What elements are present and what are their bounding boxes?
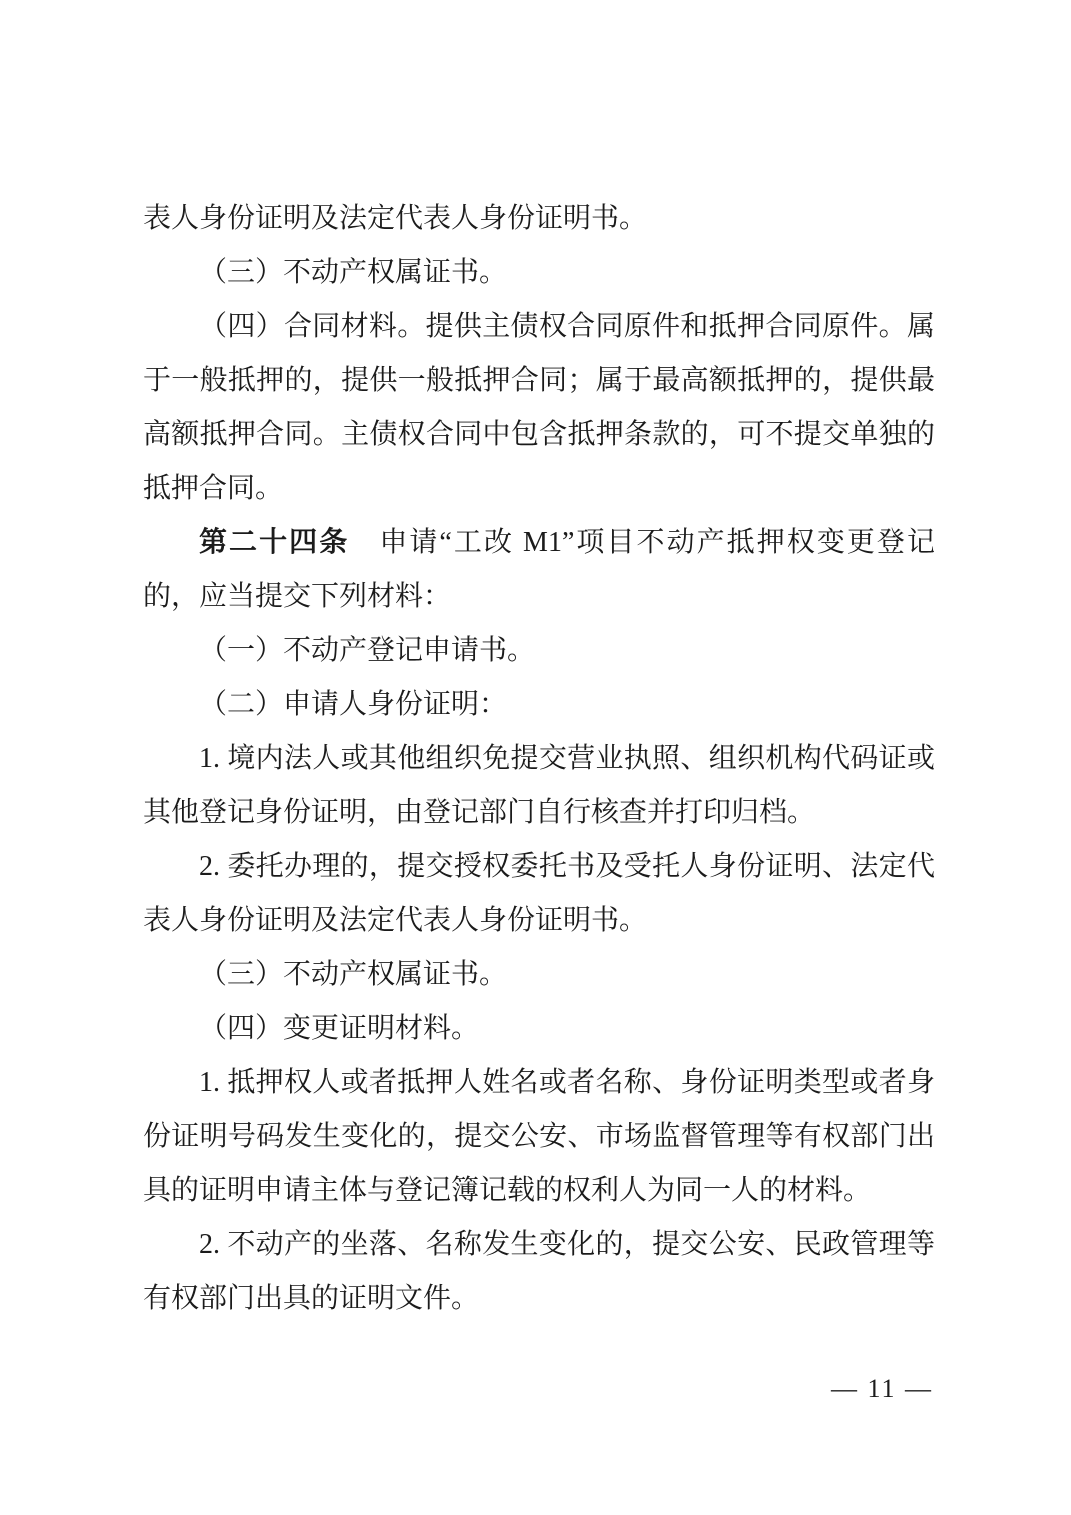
paragraph-continuation: 表人身份证明及法定代表人身份证明书。 <box>143 203 648 234</box>
paragraph-item-two: （二）申请人身份证明： <box>199 689 508 720</box>
paragraph-item-four-contract: （四）合同材料。提供主债权合同原件和抵押合同原件。属于一般抵押的，提供一般抵押合同；属于最高额抵押的，提供最高额抵押合同。主债权合同中包含抵押条款的，可不提交单独的抵押合同。 <box>143 311 935 504</box>
article-24-text: 申请“工改 M1”项目不动产抵押权变更登记的，应当提交下列材料： <box>143 527 935 612</box>
article-24-number: 第二十四条 <box>199 527 350 558</box>
paragraph-item-one: （一）不动产登记申请书。 <box>199 635 536 666</box>
paragraph-article-24 <box>143 516 935 624</box>
paragraph-item-three-second: （三）不动产权属证书。 <box>199 959 508 990</box>
paragraph-subitem-2-delegate: 2. 委托办理的，提交授权委托书及受托人身份证明、法定代表人身份证明及法定代表人身份证明书。 <box>143 851 935 936</box>
paragraph-subitem-1-identity: 1. 境内法人或其他组织免提交营业执照、组织机构代码证或其他登记身份证明，由登记部门自行核查并打印归档。 <box>143 743 935 828</box>
paragraph-item-three-first: （三）不动产权属证书。 <box>199 257 508 288</box>
document-body <box>143 192 935 1326</box>
paragraph-subitem-2-location: 2. 不动产的坐落、名称发生变化的，提交公安、民政管理等有权部门出具的证明文件。 <box>143 1229 935 1314</box>
paragraph-item-four-change: （四）变更证明材料。 <box>199 1013 480 1044</box>
page-number: — 11 — <box>830 1374 933 1403</box>
paragraph-subitem-1-namechange: 1. 抵押权人或者抵押人姓名或者名称、身份证明类型或者身份证明号码发生变化的，提交公安、市场监督管理等有权部门出具的证明申请主体与登记簿记载的权利人为同一人的材料。 <box>143 1067 935 1206</box>
